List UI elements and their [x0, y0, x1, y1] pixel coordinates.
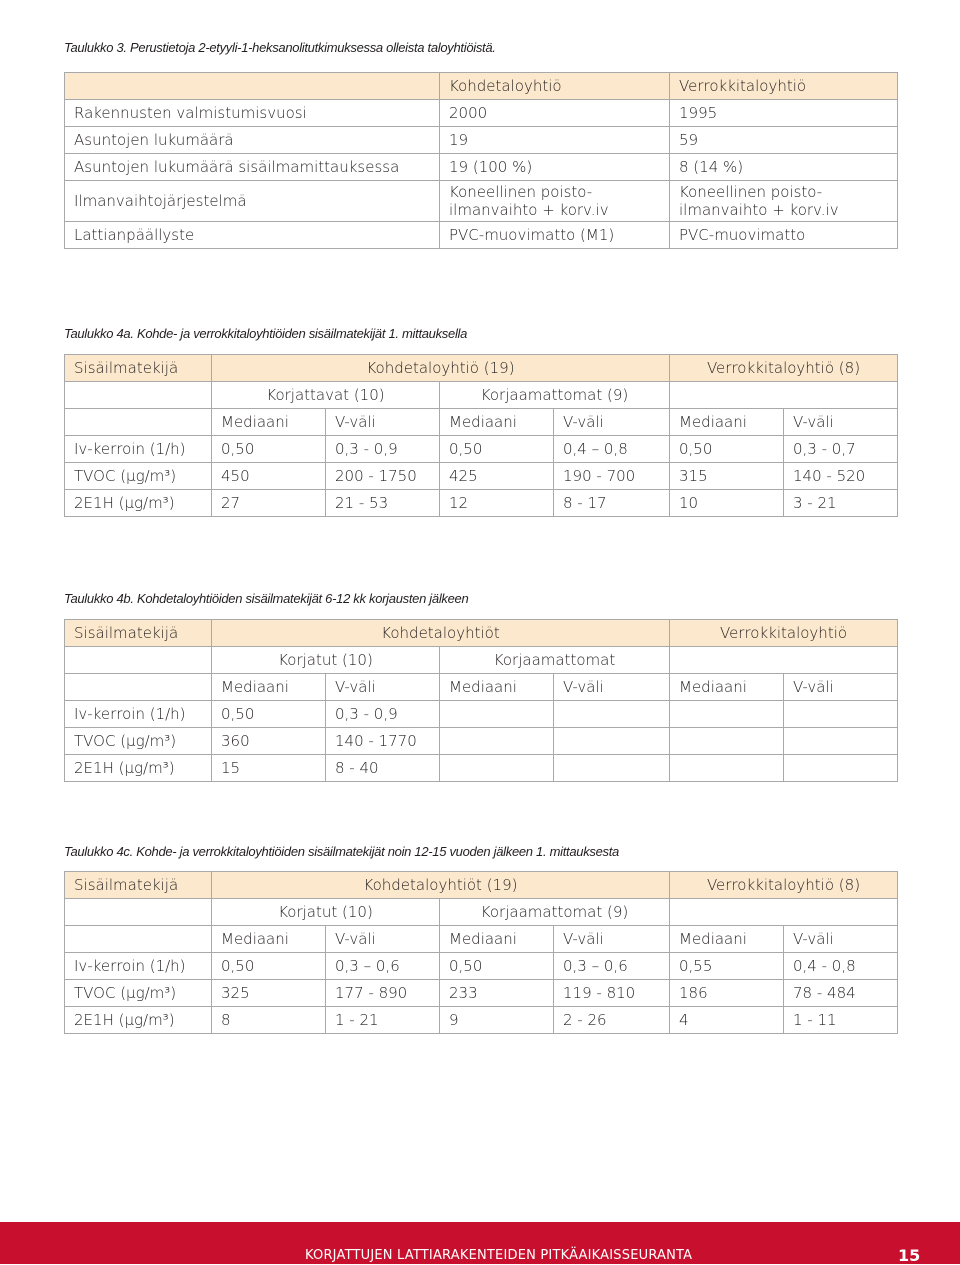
table3: [64, 72, 898, 249]
table-cell: Ilmanvaihtojärjestelmä: [65, 181, 440, 222]
table-cell: [670, 755, 784, 782]
table-cell: 1 - 21: [326, 1007, 440, 1034]
table-header-cell: Verrokkitaloyhtiö (8): [670, 355, 898, 382]
table-cell: 0,50: [440, 436, 554, 463]
table-column-cell: V-väli: [784, 409, 898, 436]
table-column-cell: Mediaani: [670, 674, 784, 701]
table-cell: Koneellinen poisto-ilmanvaihto + korv.iv: [440, 181, 670, 222]
table-column-cell: V-väli: [554, 409, 670, 436]
table-cell: [784, 701, 898, 728]
table-cell: Iv-kerroin (1/h): [65, 953, 212, 980]
table-cell: 315: [670, 463, 784, 490]
table-row: [65, 1007, 898, 1034]
table-header-row: [65, 620, 898, 647]
table-row: [65, 181, 898, 222]
table-cell: 21 - 53: [326, 490, 440, 517]
table-cell: 10: [670, 490, 784, 517]
table-header-cell: Kohdetaloyhtiöt: [212, 620, 670, 647]
table-cell: TVOC (µg/m³): [65, 728, 212, 755]
table-cell: 2E1H (µg/m³): [65, 490, 212, 517]
table-row: [65, 436, 898, 463]
table-header-cell: Sisäilmatekijä: [65, 620, 212, 647]
table4c: [64, 871, 898, 1034]
table-column-cell: Mediaani: [212, 674, 326, 701]
table4c-caption: Taulukko 4c. Kohde- ja verrokkitaloyhtiöiden sisäilmatekijät noin 12-15 vuoden jälkeen 1. mittauksesta: [64, 844, 619, 859]
table-cell: 0,4 – 0,8: [554, 436, 670, 463]
table-cell: TVOC (µg/m³): [65, 980, 212, 1007]
table-subheader-row: [65, 382, 898, 409]
table-row: [65, 953, 898, 980]
table4a: [64, 354, 898, 517]
table-cell: 0,3 - 0,7: [784, 436, 898, 463]
table-cell: 27: [212, 490, 326, 517]
table-column-cell: Mediaani: [670, 926, 784, 953]
table4b: [64, 619, 898, 782]
table-cell: 0,50: [212, 701, 326, 728]
table-subheader-row: [65, 899, 898, 926]
table-cell: Lattianpäällyste: [65, 222, 440, 249]
table-cell: 190 - 700: [554, 463, 670, 490]
table-cell: 78 - 484: [784, 980, 898, 1007]
table4b-caption: Taulukko 4b. Kohdetaloyhtiöiden sisäilmatekijät 6-12 kk korjausten jälkeen: [64, 591, 469, 606]
table-row: [65, 154, 898, 181]
table-cell: 2E1H (µg/m³): [65, 755, 212, 782]
table-column-row: [65, 926, 898, 953]
table-column-cell: Mediaani: [212, 409, 326, 436]
table-header-row: [65, 355, 898, 382]
table-cell: 233: [440, 980, 554, 1007]
table-cell: 450: [212, 463, 326, 490]
table-cell: 19: [440, 127, 670, 154]
table-row: [65, 100, 898, 127]
table-cell: 1995: [670, 100, 898, 127]
table-column-cell: V-väli: [554, 926, 670, 953]
table-cell: 140 - 1770: [326, 728, 440, 755]
table-header-row: [65, 872, 898, 899]
table-row: [65, 222, 898, 249]
table-cell: [670, 728, 784, 755]
table-cell: 0,4 - 0,8: [784, 953, 898, 980]
table-column-row: [65, 674, 898, 701]
table-cell: 12: [440, 490, 554, 517]
table-cell: Koneellinen poisto-ilmanvaihto + korv.iv: [670, 181, 898, 222]
table-cell: 19 (100 %): [440, 154, 670, 181]
table-header-cell: Verrokkitaloyhtiö (8): [670, 872, 898, 899]
table-cell: Asuntojen lukumäärä: [65, 127, 440, 154]
table-cell: 8: [212, 1007, 326, 1034]
table-cell: 177 - 890: [326, 980, 440, 1007]
footer-title: KORJATTUJEN LATTIARAKENTEIDEN PITKÄAIKAISSEURANTA: [305, 1248, 693, 1263]
table-column-cell: Mediaani: [440, 674, 554, 701]
table-header-cell: Sisäilmatekijä: [65, 872, 212, 899]
table-cell: 200 - 1750: [326, 463, 440, 490]
table-subheader-cell: Korjatut (10): [212, 899, 440, 926]
table-column-cell: V-väli: [326, 674, 440, 701]
table-column-cell: V-väli: [326, 926, 440, 953]
table-header-cell: Sisäilmatekijä: [65, 355, 212, 382]
table-header-row: [65, 73, 898, 100]
table-column-cell: Mediaani: [440, 409, 554, 436]
table-column-cell: V-väli: [326, 409, 440, 436]
table-subheader-cell: Korjaamattomat (9): [440, 382, 670, 409]
table-row: [65, 755, 898, 782]
table-cell: 1 - 11: [784, 1007, 898, 1034]
table-row: [65, 490, 898, 517]
table-cell: 0,55: [670, 953, 784, 980]
table-row: [65, 701, 898, 728]
table-cell: 8 - 40: [326, 755, 440, 782]
table-header-cell: Verrokkitaloyhtiö: [670, 620, 898, 647]
table-cell: [670, 701, 784, 728]
table-cell: [440, 755, 554, 782]
table-cell: 325: [212, 980, 326, 1007]
table-header-cell: Kohdetaloyhtiö: [440, 73, 670, 100]
table-cell: 3 - 21: [784, 490, 898, 517]
table3-caption: Taulukko 3. Perustietoja 2-etyyli-1-heksanolitutkimuksessa olleista taloyhtiöistä.: [64, 40, 496, 55]
table-row: [65, 127, 898, 154]
table-column-cell: V-väli: [784, 674, 898, 701]
table-cell: 0,3 – 0,6: [554, 953, 670, 980]
table-cell: 2 - 26: [554, 1007, 670, 1034]
table-cell: 15: [212, 755, 326, 782]
table-cell: 360: [212, 728, 326, 755]
table-subheader-row: [65, 647, 898, 674]
table-cell: 0,3 - 0,9: [326, 701, 440, 728]
table-column-cell: V-väli: [554, 674, 670, 701]
table-cell: 0,50: [670, 436, 784, 463]
table-cell: 0,3 - 0,9: [326, 436, 440, 463]
table-cell: [554, 728, 670, 755]
table-subheader-cell: Korjattavat (10): [212, 382, 440, 409]
table-cell: Iv-kerroin (1/h): [65, 701, 212, 728]
table-cell: Iv-kerroin (1/h): [65, 436, 212, 463]
table-cell: Asuntojen lukumäärä sisäilmamittauksessa: [65, 154, 440, 181]
table-cell: 0,50: [440, 953, 554, 980]
table-cell: 8 - 17: [554, 490, 670, 517]
table4a-caption: Taulukko 4a. Kohde- ja verrokkitaloyhtiöiden sisäilmatekijät 1. mittauksella: [64, 326, 468, 341]
table-cell: 0,3 – 0,6: [326, 953, 440, 980]
table-row: [65, 463, 898, 490]
table-cell: [554, 701, 670, 728]
table-cell: 9: [440, 1007, 554, 1034]
table-subheader-cell: Korjaamattomat (9): [440, 899, 670, 926]
table-header-cell: [65, 73, 440, 100]
table-subheader-cell: Korjatut (10): [212, 647, 440, 674]
table-header-cell: Kohdetaloyhtiöt (19): [212, 872, 670, 899]
table-cell: 8 (14 %): [670, 154, 898, 181]
table-row: [65, 980, 898, 1007]
table-cell: 119 - 810: [554, 980, 670, 1007]
table-column-cell: Mediaani: [440, 926, 554, 953]
table-cell: 186: [670, 980, 784, 1007]
table-cell: 0,50: [212, 953, 326, 980]
table-cell: 59: [670, 127, 898, 154]
table-cell: TVOC (µg/m³): [65, 463, 212, 490]
table-cell: 425: [440, 463, 554, 490]
table-column-cell: Mediaani: [212, 926, 326, 953]
table-cell: [784, 728, 898, 755]
table-cell: PVC-muovimatto: [670, 222, 898, 249]
table-header-cell: Kohdetaloyhtiö (19): [212, 355, 670, 382]
table-column-cell: V-väli: [784, 926, 898, 953]
table-cell: 4: [670, 1007, 784, 1034]
table-cell: 2E1H (µg/m³): [65, 1007, 212, 1034]
table-cell: [784, 755, 898, 782]
table-cell: 0,50: [212, 436, 326, 463]
page-number: 15: [898, 1246, 921, 1265]
table-cell: [554, 755, 670, 782]
table-cell: [440, 701, 554, 728]
table-column-row: [65, 409, 898, 436]
table-header-cell: Verrokkitaloyhtiö: [670, 73, 898, 100]
table-row: [65, 728, 898, 755]
table-cell: PVC-muovimatto (M1): [440, 222, 670, 249]
table-cell: 140 - 520: [784, 463, 898, 490]
table-cell: Rakennusten valmistumisvuosi: [65, 100, 440, 127]
table-subheader-cell: Korjaamattomat: [440, 647, 670, 674]
table-cell: 2000: [440, 100, 670, 127]
table-cell: [440, 728, 554, 755]
table-column-cell: Mediaani: [670, 409, 784, 436]
